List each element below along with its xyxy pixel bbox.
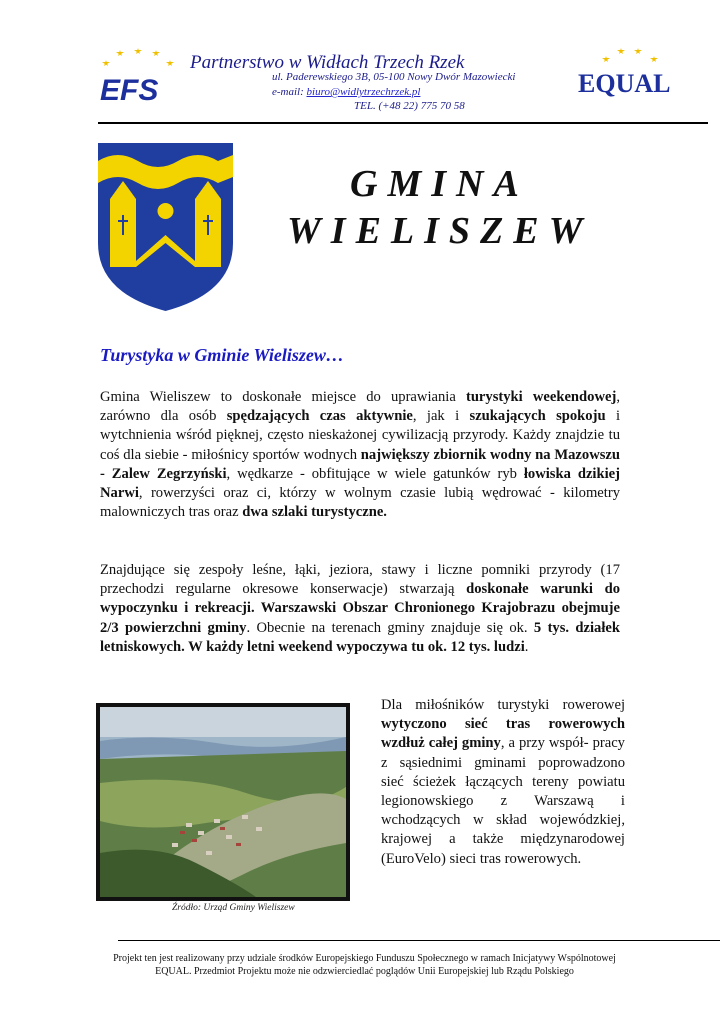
bold-text-run: wytyczono sieć tras rowerowych wzdłuż całej gminy <box>381 716 625 752</box>
bold-text-run: 5 tys. działek letniskowych. W każdy letni weekend wypoczywa tu ok. 12 tys. ludzi <box>100 619 620 655</box>
bold-text-run: spędzających czas aktywnie <box>226 408 413 425</box>
svg-text:EQUAL: EQUAL <box>578 69 671 98</box>
bold-text-run: łowiska dzikiej Narwi <box>100 465 620 502</box>
coat-of-arms-image <box>98 143 233 311</box>
text-run: Dla miłośników turystyki rowerowej <box>381 697 625 713</box>
bold-text-run: turystyki weekendowej <box>465 389 617 405</box>
text-run: , a przy współ- pracy z sąsiednimi gminami poprowadzono sieć ścieżek łączących tereny powiatu legionowskiego z Warszawą i wchodzących w skład wojewódzkiej, krajowej a także międzynarodowej (EuroVelo) sieci tras rowerowych. <box>381 735 625 867</box>
svg-text:EFS: EFS <box>100 74 159 104</box>
footer-note: Projekt ten jest realizowany przy udziale środków Europejskiego Funduszu Społecznego w ramach Inicjatywy Wspólnotowej EQUAL. Przedmiot Projektu może nie odzwierciedlać poglądów Unii Europejskiej lub Rządu Polskiego <box>113 953 616 977</box>
text-run: Znajdujące się zespoły leśne, łąki, jeziora, stawy i liczne pomniki przyrody (17 przechodzi regularne okresowe konserwacje) stwarzają <box>100 562 620 598</box>
bold-text-run: dwa szlaki turystyczne. <box>242 504 387 521</box>
email-label: e-mail: <box>272 86 307 98</box>
text-run: , rowerzyści oraz ci, którzy w wolnym czasie lubią wędrować - kilometry malowniczych tras oraz <box>100 485 620 521</box>
title-line-1: GMINA <box>350 163 529 205</box>
section-heading: Turystyka w Gminie Wieliszew… <box>100 345 344 365</box>
title-line-2: WIELISZEW <box>287 210 593 252</box>
email-link[interactable]: biuro@widlytrzechrzek.pl <box>306 86 421 98</box>
paragraph-2 <box>100 561 620 657</box>
aerial-photo <box>96 703 350 901</box>
text-run: . Obecnie na terenach gminy znajduje się ok. <box>246 619 534 636</box>
header-title: Partnerstwo w Widłach Trzech Rzek <box>190 52 465 73</box>
efs-logo <box>96 46 181 104</box>
header-phone: TEL. (+48 22) 775 70 58 <box>354 100 465 112</box>
photo-caption: Źródło: Urząd Gminy Wieliszew <box>172 903 295 913</box>
text-run: , wędkarze - obfitujące w wiele gatunków ryb <box>226 465 524 482</box>
footer-divider <box>118 940 720 941</box>
text-run: i wytchnienia wśród pięknej, często nieskażonej cywilizacją przyrody. Każdy znajdzie tu coś dla siebie - miłośnicy sportów wodnych <box>100 408 620 463</box>
bold-text-run: szukających spokoju <box>469 408 606 425</box>
text-run: , zarówno dla osób <box>100 389 620 425</box>
header-divider <box>98 122 708 124</box>
header-address: ul. Paderewskiego 3B, 05-100 Nowy Dwór Mazowiecki <box>272 71 516 83</box>
bold-text-run: doskonałe warunki do wypoczynku i rekreacji. Warszawski Obszar Chronionego Krajobrazu obejmuje 2/3 powierzchni gminy <box>100 581 620 636</box>
paragraph-1 <box>100 388 620 522</box>
text-run: Gmina Wieliszew to doskonałe miejsce do uprawiania <box>100 389 466 405</box>
equal-logo <box>574 46 684 102</box>
text-run: , jak i <box>412 408 470 425</box>
bold-text-run: największy zbiornik wodny na Mazowszu - Zalew Zegrzyński <box>100 446 621 482</box>
paragraph-3 <box>381 696 625 869</box>
text-run: . <box>524 638 529 655</box>
header-email <box>272 86 420 98</box>
